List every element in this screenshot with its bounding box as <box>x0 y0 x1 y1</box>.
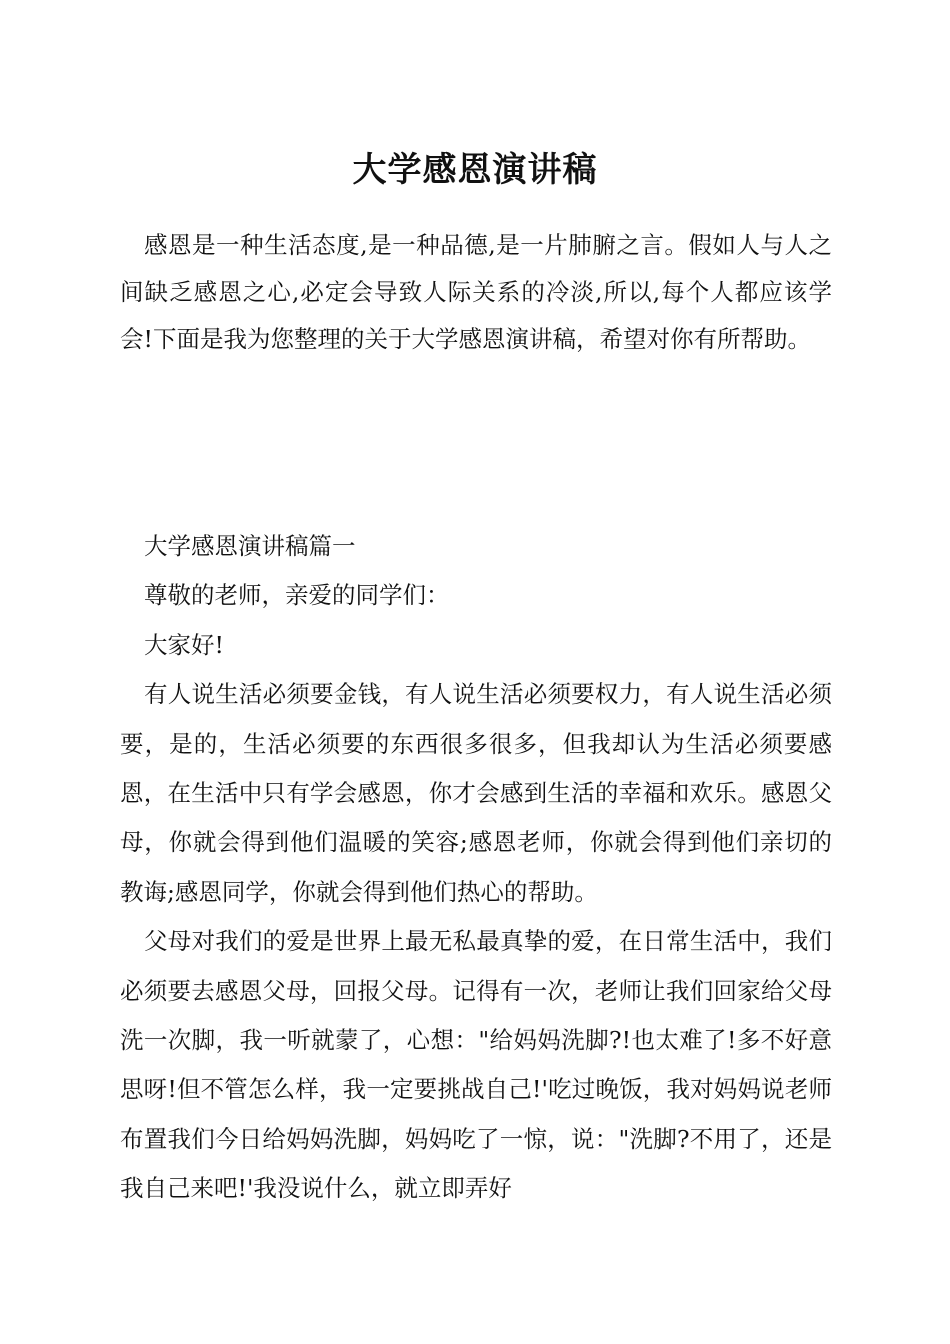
body-paragraph: 有人说生活必须要金钱，有人说生活必须要权力，有人说生活必须要，是的，生活必须要的东西很多很多，但我却认为生活必须要感恩，在生活中只有学会感恩，你才会感到生活的幸福和欢乐。感恩父母，你就会得到他们温暖的笑容;感恩老师，你就会得到他们亲切的教诲;感恩同学，你就会得到他们热心的帮助。 <box>120 680 832 906</box>
salutation: 尊敬的老师，亲爱的同学们： <box>144 581 450 610</box>
body-paragraph: 父母对我们的爱是世界上最无私最真挚的爱，在日常生活中，我们必须要去感恩父母，回报父母。记得有一次，老师让我们回家给父母洗一次脚，我一听就蒙了，心想："给妈妈洗脚?!也太难了!多不好意思呀!但不管怎么样，我一定要挑战自己!'吃过晚饭，我对妈妈说老师布置我们今日给妈妈洗脚，妈妈吃了一惊，说："洗脚?不用了，还是我自己来吧!'我没说什么，就立即弄好 <box>120 927 832 1203</box>
document-body <box>120 522 832 1214</box>
section-heading: 大学感恩演讲稿篇一 <box>144 532 356 560</box>
intro-paragraph: 感恩是一种生活态度,是一种品德,是一片肺腑之言。假如人与人之间缺乏感恩之心,必定会导致人际关系的冷淡,所以,每个人都应该学会!下面是我为您整理的关于大学感恩演讲稿，希望对你有所帮助。 <box>120 231 832 353</box>
document-title: 大学感恩演讲稿 <box>352 150 598 190</box>
greeting: 大家好! <box>144 630 224 659</box>
